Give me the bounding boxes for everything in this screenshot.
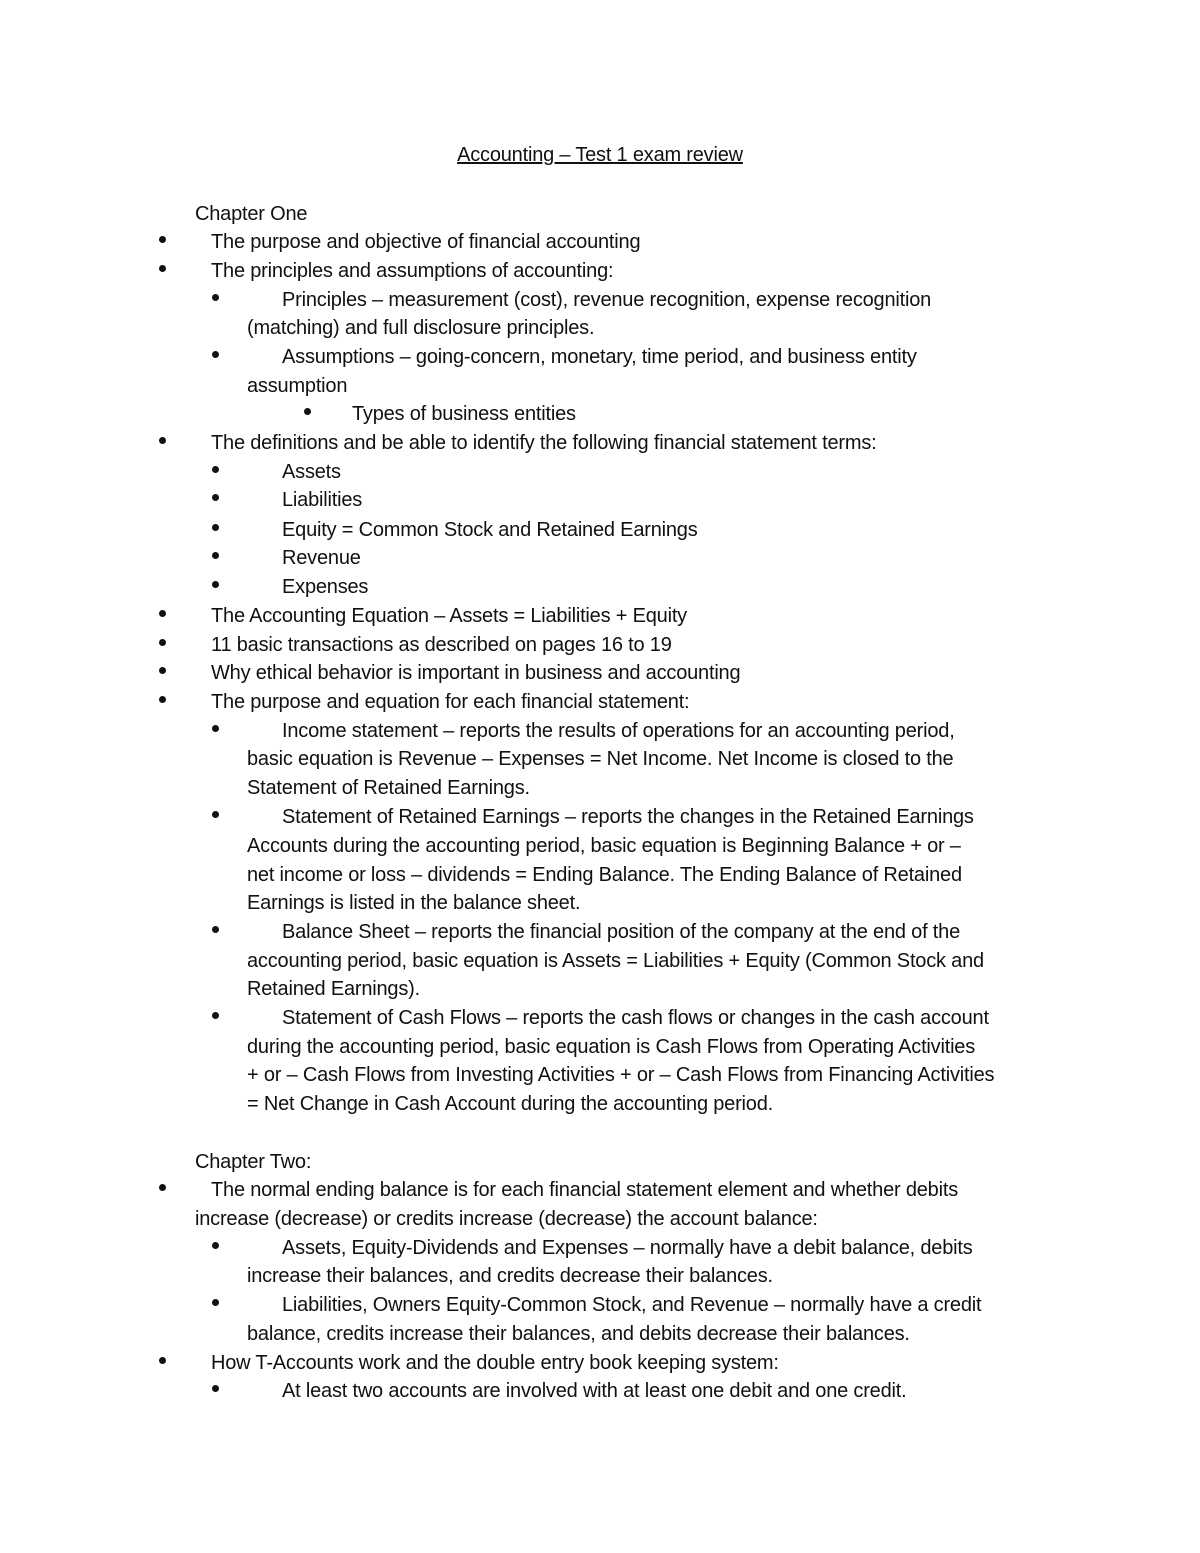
list-item-continuation: balance, credits increase their balances, and debits decrease their balances. — [247, 1323, 910, 1345]
list-item: Income statement – reports the results of operations for an accounting period, — [282, 720, 955, 742]
list-item-continuation: increase their balances, and credits decrease their balances. — [247, 1265, 773, 1287]
list-item: Liabilities — [282, 489, 363, 511]
bullet-icon — [212, 294, 219, 301]
list-item-continuation: = Net Change in Cash Account during the accounting period. — [247, 1093, 773, 1115]
bullet-icon — [212, 524, 219, 531]
bullet-icon — [159, 1184, 166, 1191]
list-item-continuation: + or – Cash Flows from Investing Activities + or – Cash Flows from Financing Activities — [247, 1064, 995, 1086]
bullet-icon — [159, 667, 166, 674]
list-item: The purpose and equation for each financial statement: — [211, 691, 690, 713]
list-item: The Accounting Equation – Assets = Liabilities + Equity — [211, 605, 687, 627]
bullet-icon — [159, 437, 166, 444]
bullet-icon — [212, 926, 219, 933]
bullet-icon — [212, 1012, 219, 1019]
list-item: Liabilities, Owners Equity-Common Stock, and Revenue – normally have a credit — [282, 1294, 982, 1316]
list-item: Why ethical behavior is important in business and accounting — [211, 662, 741, 684]
list-item: Statement of Retained Earnings – reports the changes in the Retained Earnings — [282, 806, 974, 828]
bullet-icon — [212, 1385, 219, 1392]
list-item: Principles – measurement (cost), revenue recognition, expense recognition — [282, 289, 932, 311]
list-item-continuation: Statement of Retained Earnings. — [247, 777, 530, 799]
bullet-icon — [159, 265, 166, 272]
list-item: The definitions and be able to identify the following financial statement terms: — [211, 432, 877, 454]
list-item: Revenue — [282, 547, 361, 569]
list-item-continuation: accounting period, basic equation is Assets = Liabilities + Equity (Common Stock and — [247, 950, 984, 972]
list-item: The principles and assumptions of accounting: — [211, 260, 614, 282]
chapter-one-heading: Chapter One — [195, 203, 308, 225]
list-item: Assets — [282, 461, 341, 483]
bullet-icon — [212, 1299, 219, 1306]
list-item: Assumptions – going-concern, monetary, time period, and business entity — [282, 346, 917, 368]
list-item: Equity = Common Stock and Retained Earnings — [282, 519, 698, 541]
list-item-continuation: basic equation is Revenue – Expenses = Net Income. Net Income is closed to the — [247, 748, 954, 770]
list-item: Types of business entities — [352, 403, 576, 425]
list-item-continuation: increase (decrease) or credits increase (decrease) the account balance: — [195, 1208, 818, 1230]
list-item: 11 basic transactions as described on pages 16 to 19 — [211, 634, 672, 656]
list-item: Statement of Cash Flows – reports the cash flows or changes in the cash account — [282, 1007, 989, 1029]
list-item-continuation: net income or loss – dividends = Ending Balance. The Ending Balance of Retained — [247, 864, 962, 886]
list-item: Assets, Equity-Dividends and Expenses – normally have a debit balance, debits — [282, 1237, 973, 1259]
bullet-icon — [212, 811, 219, 818]
list-item: Expenses — [282, 576, 369, 598]
bullet-icon — [212, 351, 219, 358]
list-item-continuation: assumption — [247, 375, 348, 397]
list-item: Balance Sheet – reports the financial position of the company at the end of the — [282, 921, 960, 943]
list-item: The purpose and objective of financial accounting — [211, 231, 641, 253]
bullet-icon — [212, 725, 219, 732]
bullet-icon — [159, 1357, 166, 1364]
document-title: Accounting – Test 1 exam review — [457, 144, 743, 166]
list-item: How T-Accounts work and the double entry book keeping system: — [211, 1352, 779, 1374]
list-item-continuation: Retained Earnings). — [247, 978, 420, 1000]
bullet-icon — [212, 552, 219, 559]
bullet-icon — [304, 408, 311, 415]
bullet-icon — [159, 639, 166, 646]
bullet-icon — [159, 236, 166, 243]
list-item-continuation: during the accounting period, basic equation is Cash Flows from Operating Activities — [247, 1036, 976, 1058]
bullet-icon — [212, 581, 219, 588]
bullet-icon — [212, 466, 219, 473]
list-item: At least two accounts are involved with at least one debit and one credit. — [282, 1380, 907, 1402]
list-item: The normal ending balance is for each financial statement element and whether debits — [211, 1179, 958, 1201]
bullet-icon — [212, 1242, 219, 1249]
bullet-icon — [212, 494, 219, 501]
bullet-icon — [159, 696, 166, 703]
bullet-icon — [159, 610, 166, 617]
chapter-two-heading: Chapter Two: — [195, 1151, 312, 1173]
list-item-continuation: Accounts during the accounting period, basic equation is Beginning Balance + or – — [247, 835, 961, 857]
list-item-continuation: (matching) and full disclosure principles. — [247, 317, 595, 339]
list-item-continuation: Earnings is listed in the balance sheet. — [247, 892, 581, 914]
